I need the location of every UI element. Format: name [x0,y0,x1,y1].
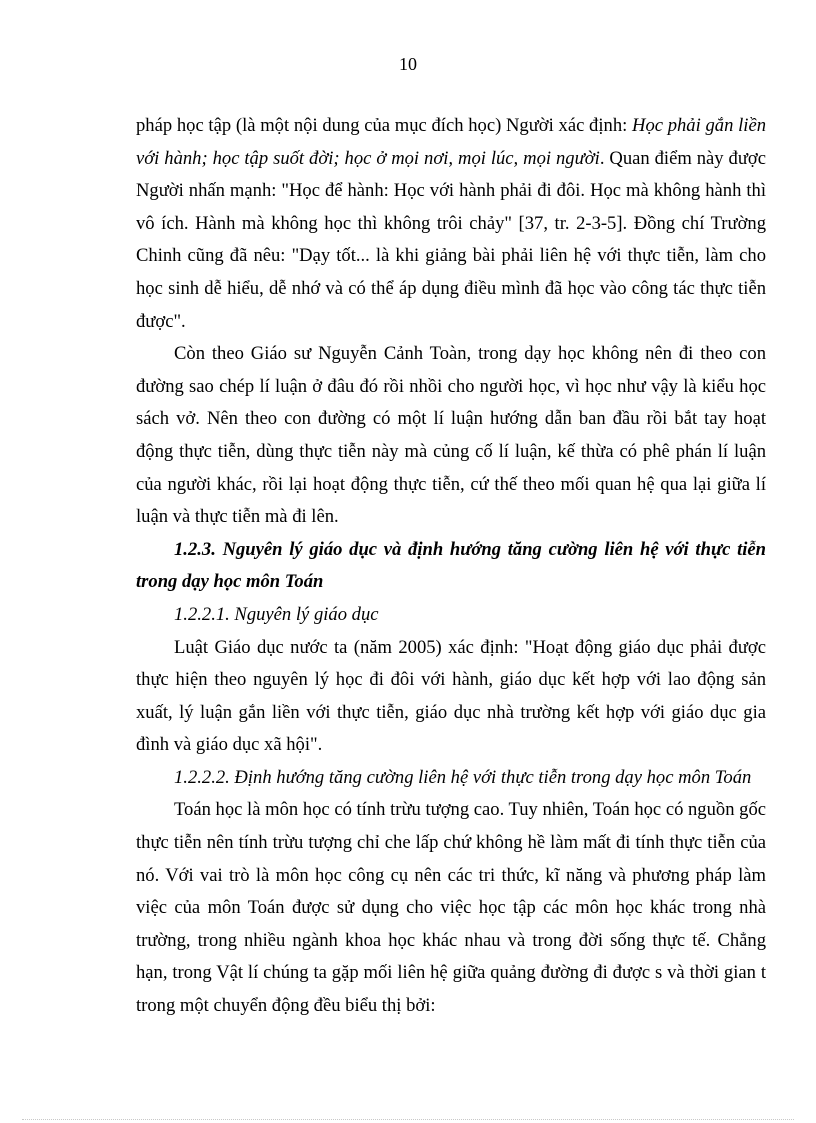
paragraph-2: Còn theo Giáo sư Nguyễn Cảnh Toàn, trong dạy học không nên đi theo con đường sao chép lí luận ở đâu đó rồi nhồi cho người học, vì học như vậy là kiểu học sách vở. Nên theo con đường có một lí luận hướng dẫn ban đầu rồi bắt tay hoạt động thực tiễn, dùng thực tiễn này mà củng cố lí luận, kế thừa có phê phán lí luận của người khác, rồi lại hoạt động thực tiễn, cứ thế theo mối quan hệ qua lại giữa lí luận và thực tiễn mà đi lên. [136,343,766,528]
paragraph-1-rest: . Quan điểm này được Người nhấn mạnh: "Học để hành: Học với hành phải đi đôi. Học mà không hành thì vô ích. Hành mà không học thì không trôi chảy" [37, tr. 2-3-5]. Đồng chí Trường Chinh cũng đã nêu: "Dạy tốt... là khi giảng bài phải liên hệ với thực tiễn, làm cho học sinh dễ hiểu, dễ nhớ và có thể áp dụng điều mình đã học vào công tác thực tiễn được". [136,147,766,332]
footer-divider [22,1119,794,1120]
page-body [136,110,766,1023]
paragraph-1-italic-quote: Học phải gắn liền với hành; học tập suốt đời; học ở mọi nơi, mọi lúc, mọi người [136,115,766,169]
subsection-heading-1-2-2-2: 1.2.2.2. Định hướng tăng cường liên hệ với thực tiễn trong dạy học môn Toán [174,766,752,788]
paragraph-1-lead: pháp học tập (là một nội dung của mục đích học) Người xác định: [136,115,633,136]
paragraph-1 [136,110,766,338]
section-heading-1-2-3: 1.2.3. Nguyên lý giáo dục và định hướng tăng cường liên hệ với thực tiễn trong dạy học môn Toán [136,538,766,593]
paragraph-3: Luật Giáo dục nước ta (năm 2005) xác định: "Hoạt động giáo dục phải được thực hiện theo nguyên lý học đi đôi với hành, giáo dục kết hợp với lao động sản xuất, lý luận gắn liền với thực tiễn, giáo dục nhà trường kết hợp với giáo dục gia đình và giáo dục xã hội". [136,636,766,756]
page-number: 10 [399,54,417,74]
paragraph-4: Toán học là môn học có tính trừu tượng cao. Tuy nhiên, Toán học có nguồn gốc thực tiễn nên tính trừu tượng chỉ che lấp chứ không hề làm mất đi tính thực tiễn của nó. Với vai trò là môn học công cụ nên các tri thức, kĩ năng và phương pháp làm việc của môn Toán được sử dụng cho việc học tập các môn học khác trong nhà trường, trong nhiều ngành khoa học khác nhau và trong đời sống thực tế. Chẳng hạn, trong Vật lí chúng ta gặp mối liên hệ giữa quảng đường đi được s và thời gian t trong một chuyển động đều biểu thị bởi: [136,799,766,1017]
subsection-heading-1-2-2-1: 1.2.2.1. Nguyên lý giáo dục [174,603,379,625]
